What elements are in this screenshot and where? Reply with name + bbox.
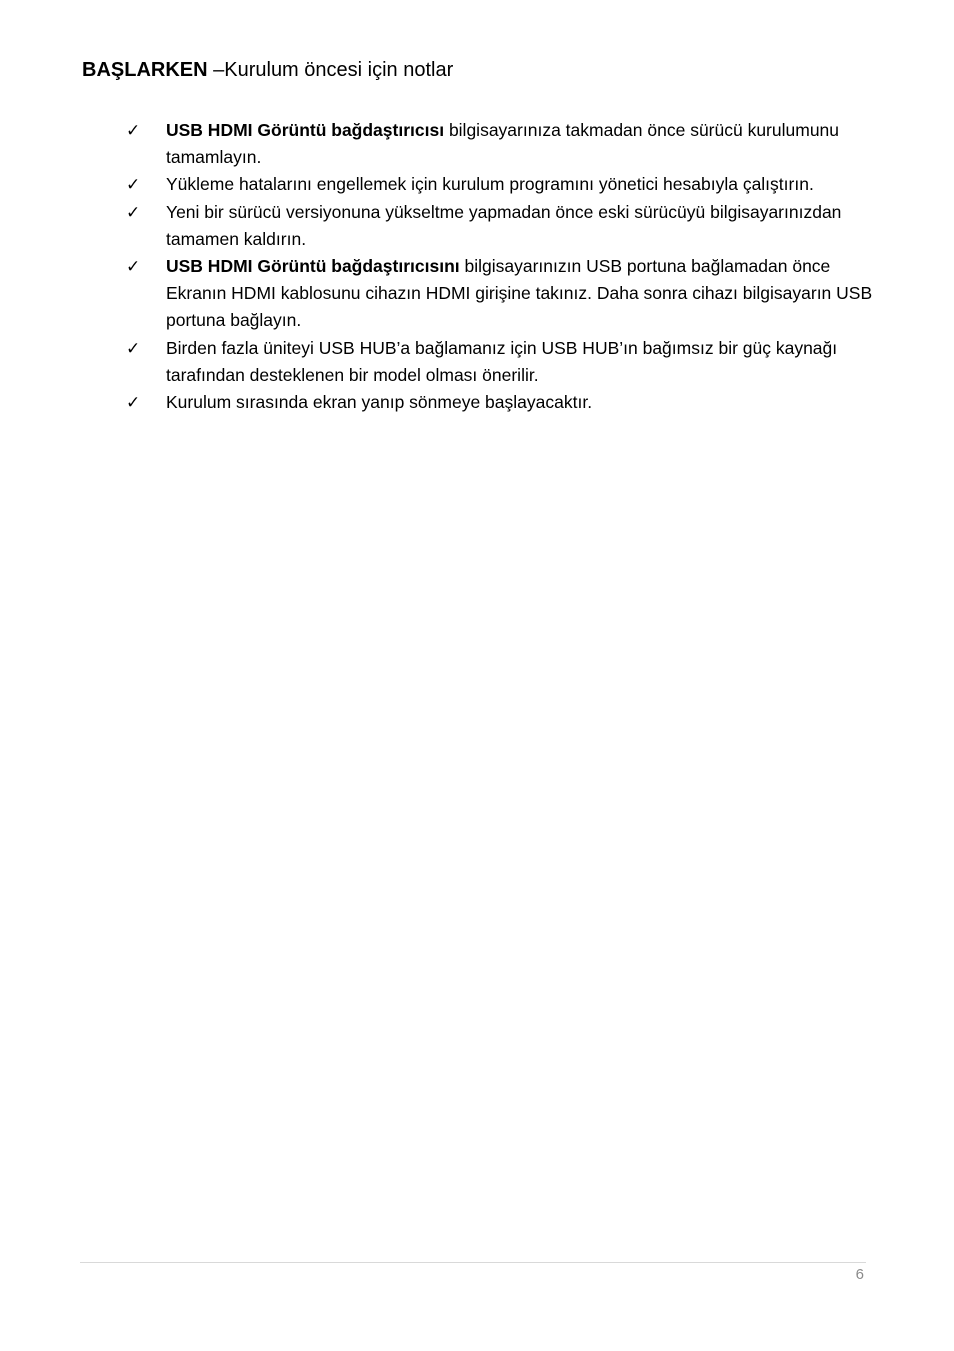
- check-mark-icon: ✓: [126, 202, 141, 222]
- item-text: Kurulum sırasında ekran yanıp sönmeye başlayacaktır.: [166, 392, 593, 413]
- page-number: 6: [855, 1266, 864, 1283]
- list-item: [126, 171, 886, 198]
- check-mark-icon: ✓: [126, 393, 141, 413]
- item-text: bilgisayarınıza takmadan önce sürücü kurulumunu tamamlayın.: [166, 120, 840, 168]
- page-heading: [82, 56, 453, 84]
- list-item: [126, 389, 886, 416]
- list-item: [126, 335, 886, 389]
- check-mark-icon: ✓: [126, 121, 141, 140]
- check-mark-icon: ✓: [126, 338, 141, 358]
- heading-subtitle: –Kurulum öncesi için notlar: [213, 59, 454, 81]
- notes-list: [126, 117, 886, 416]
- item-bold-text: USB HDMI Görüntü bağdaştırıcısını: [166, 256, 460, 277]
- item-text: Yükleme hatalarını engellemek için kurulum programını yönetici hesabıyla çalıştırın.: [166, 174, 814, 195]
- item-text: bilgisayarınızın USB portuna bağlamadan önce Ekranın HDMI kablosunu cihazın HDMI girişine takınız. Daha sonra cihazı bilgisayarın USB portuna bağlayın.: [166, 256, 873, 331]
- footer-divider: [80, 1262, 866, 1263]
- item-text: Yeni bir sürücü versiyonuna yükseltme yapmadan önce eski sürücüyü bilgisayarınızdan tamamen kaldırın.: [166, 201, 842, 249]
- list-item: [126, 253, 886, 335]
- check-mark-icon: ✓: [126, 257, 141, 277]
- item-text: Birden fazla üniteyi USB HUB’a bağlamanız için USB HUB’ın bağımsız bir güç kaynağı tarafından desteklenen bir model olması önerilir.: [166, 337, 838, 385]
- heading-bold: BAŞLARKEN: [82, 59, 208, 81]
- list-item: [126, 199, 886, 253]
- item-bold-text: USB HDMI Görüntü bağdaştırıcısı: [166, 120, 445, 140]
- check-mark-icon: ✓: [126, 175, 141, 195]
- list-item: [126, 117, 886, 171]
